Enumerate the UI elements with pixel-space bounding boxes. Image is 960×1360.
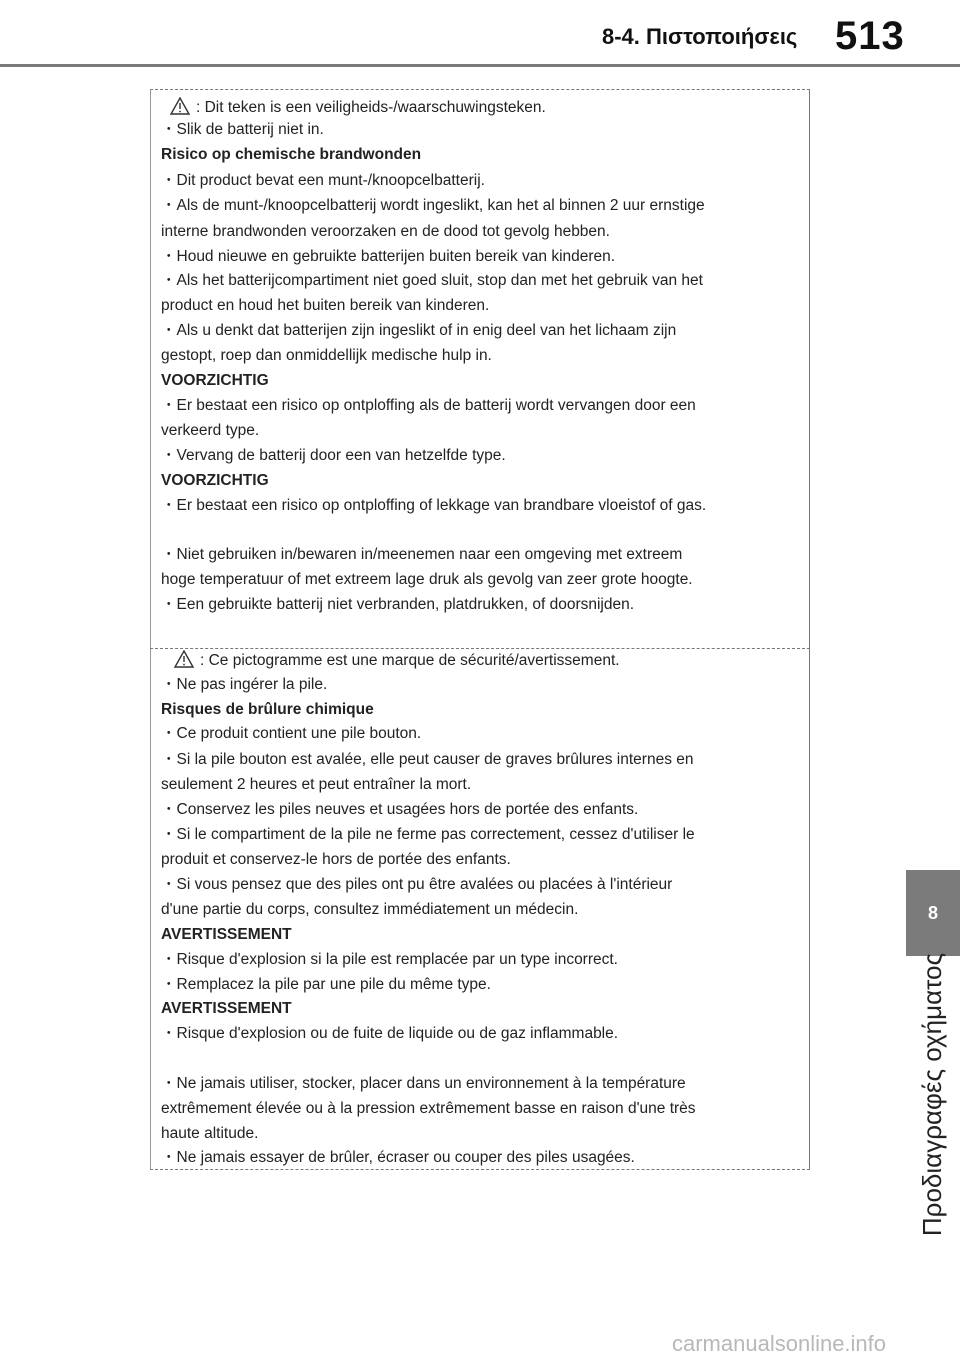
chapter-number: 8	[927, 902, 938, 923]
dutch-icon-line	[170, 97, 546, 118]
caution-heading: VOORZICHTIG	[161, 372, 269, 389]
text-line: ・Niet gebruiken in/bewaren in/meenemen naar een omgeving met extreem	[161, 546, 683, 563]
chapter-title	[907, 953, 957, 1237]
text-line: ・Risque d'explosion si la pile est remplacée par un type incorrect.	[161, 951, 618, 968]
text-line: interne brandwonden veroorzaken en de dood tot gevolg hebben.	[161, 223, 610, 240]
text-line: ・Si le compartiment de la pile ne ferme pas correctement, cessez d'utiliser le	[161, 826, 695, 843]
text-line: verkeerd type.	[161, 422, 260, 439]
text-line: seulement 2 heures et peut entraîner la mort.	[161, 776, 472, 793]
text-line: ・Ne pas ingérer la pile.	[161, 676, 328, 693]
warning-triangle-icon	[174, 650, 194, 668]
warning-heading: AVERTISSEMENT	[161, 926, 292, 943]
text-line: ・Ne jamais essayer de brûler, écraser ou couper des piles usagées.	[161, 1149, 635, 1166]
text-line: ・Als u denkt dat batterijen zijn ingeslikt of in enig deel van het lichaam zijn	[161, 322, 677, 339]
text-line: ・Ne jamais utiliser, stocker, placer dans un environnement à la température	[161, 1075, 686, 1092]
text-line: ・Ce produit contient une pile bouton.	[161, 725, 422, 742]
page-number: 513	[835, 14, 905, 58]
text-line: ・Als de munt-/knoopcelbatterij wordt ingeslikt, kan het al binnen 2 uur ernstige	[161, 197, 705, 214]
text-line: extrêmement élevée ou à la pression extrêmement basse en raison d'une très	[161, 1100, 696, 1117]
text-line: ・Slik de batterij niet in.	[161, 121, 324, 138]
text-line: product en houd het buiten bereik van kinderen.	[161, 297, 490, 314]
caution-heading: VOORZICHTIG	[161, 472, 269, 489]
dutch-icon-label: : Dit teken is een veiligheids-/waarschuwingsteken.	[196, 99, 546, 116]
french-icon-line	[174, 650, 620, 671]
text-line: d'une partie du corps, consultez immédiatement un médecin.	[161, 901, 579, 918]
warning-heading: AVERTISSEMENT	[161, 1000, 292, 1017]
text-line: hoge temperatuur of met extreem lage druk als gevolg van zeer grote hoogte.	[161, 571, 693, 588]
text-line: ・Si la pile bouton est avalée, elle peut causer de graves brûlures internes en	[161, 751, 694, 768]
text-line: produit et conservez-le hors de portée des enfants.	[161, 851, 511, 868]
text-line: gestopt, roep dan onmiddellijk medische hulp in.	[161, 347, 492, 364]
subheading: Risico op chemische brandwonden	[161, 146, 422, 163]
text-line: ・Vervang de batterij door een van hetzelfde type.	[161, 447, 506, 464]
warning-triangle-icon	[170, 97, 190, 115]
text-line: ・Remplacez la pile par une pile du même type.	[161, 976, 491, 993]
text-line: ・Een gebruikte batterij niet verbranden, platdrukken, of doorsnijden.	[161, 596, 635, 613]
text-line: ・Dit product bevat een munt-/knoopcelbatterij.	[161, 172, 485, 189]
text-line: ・Houd nieuwe en gebruikte batterijen buiten bereik van kinderen.	[161, 248, 616, 265]
chapter-title-text: Προδιαγραφές οχήματος	[916, 953, 947, 1237]
watermark: carmanualsonline.info	[672, 1331, 887, 1356]
text-line: ・Risque d'explosion ou de fuite de liquide ou de gaz inflammable.	[161, 1025, 619, 1042]
language-divider	[150, 648, 810, 649]
french-icon-label: : Ce pictogramme est une marque de sécurité/avertissement.	[200, 652, 620, 669]
section-title: 8-4. Πιστοποιήσεις	[602, 24, 798, 49]
text-line: haute altitude.	[161, 1125, 259, 1142]
header-rule	[0, 64, 960, 67]
subheading: Risques de brûlure chimique	[161, 701, 374, 718]
text-line: ・Er bestaat een risico op ontploffing of lekkage van brandbare vloeistof of gas.	[161, 497, 707, 514]
text-line: ・Als het batterijcompartiment niet goed sluit, stop dan met het gebruik van het	[161, 272, 703, 289]
text-line: ・Si vous pensez que des piles ont pu être avalées ou placées à l'intérieur	[161, 876, 673, 893]
text-line: ・Er bestaat een risico op ontploffing als de batterij wordt vervangen door een	[161, 397, 696, 414]
text-line: ・Conservez les piles neuves et usagées hors de portée des enfants.	[161, 801, 639, 818]
chapter-tab[interactable]	[906, 870, 960, 956]
